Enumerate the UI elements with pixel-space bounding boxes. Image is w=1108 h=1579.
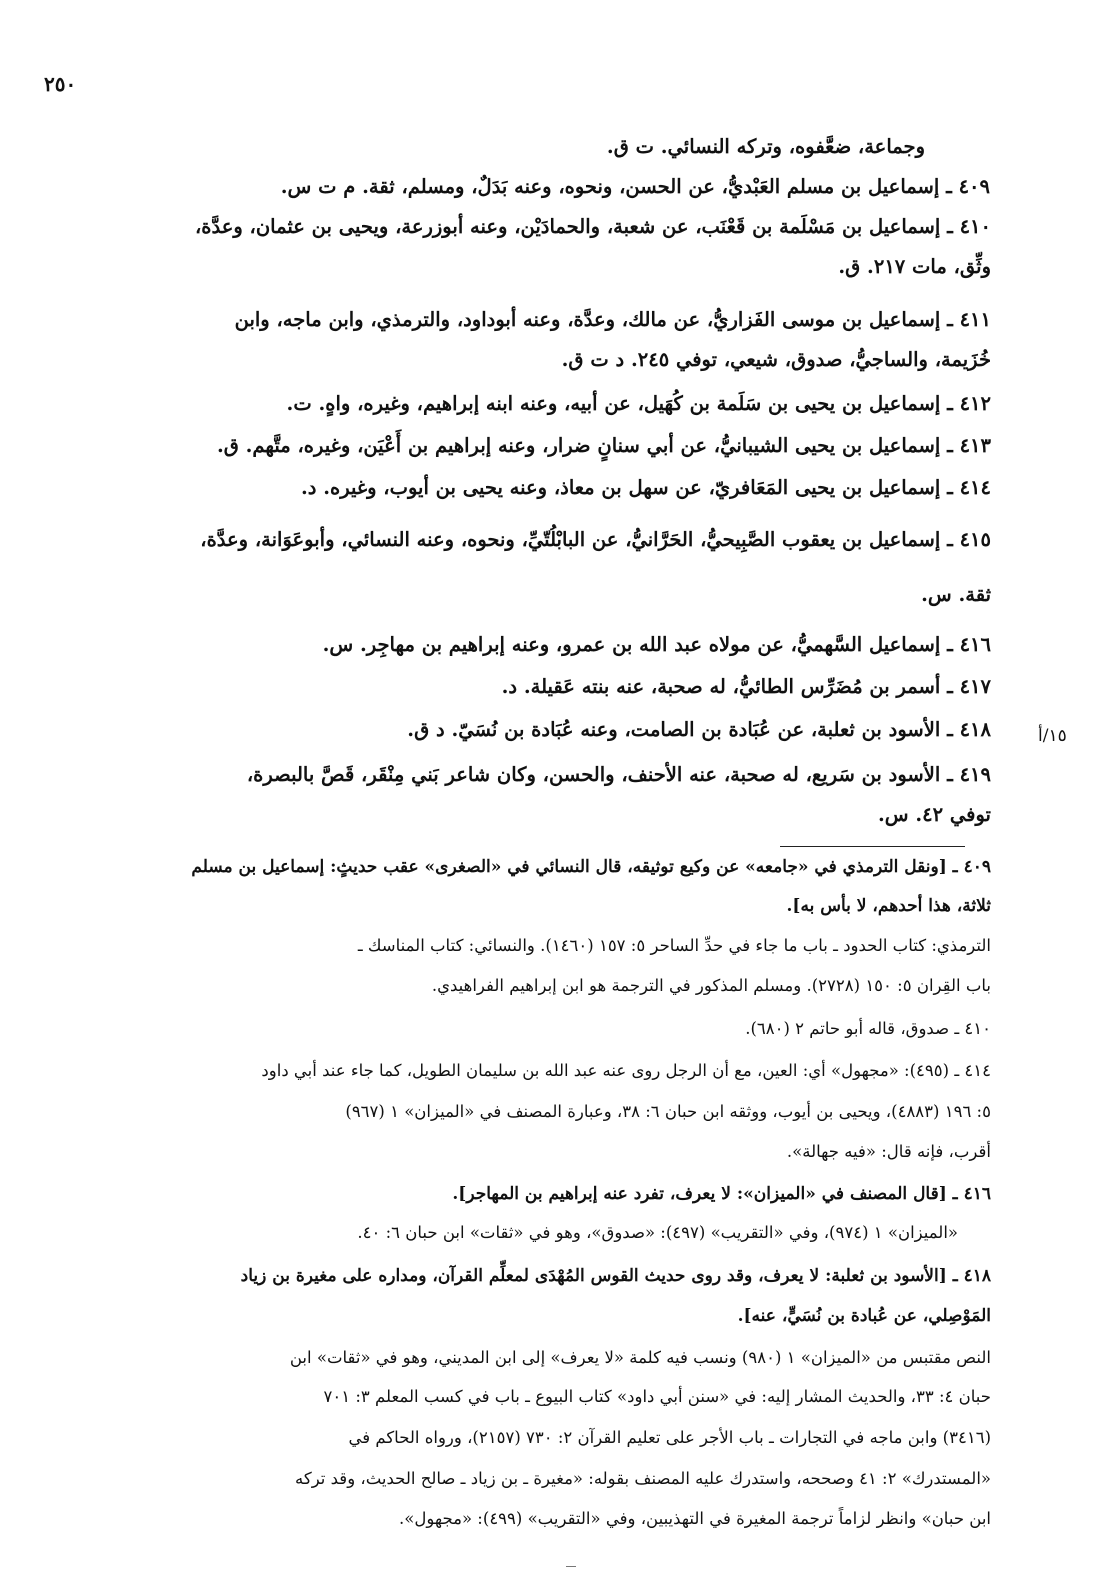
entry-line: ٤١٦ ـ إسماعيل السَّهميُّ، عن مولاه عبد الله بن عمرو، وعنه إبراهيم بن مهاجِر. س. — [322, 633, 991, 656]
entry-line: ٤١٩ ـ الأسود بن سَريع، له صحبة، عنه الأحنف، والحسن، وكان شاعر بَني مِنْقَر، قَصَّ بالبصرة، — [246, 763, 991, 786]
footnote-line: «المستدرك» ٢: ٤١ وصححه، واستدرك عليه المصنف بقوله: «مغيرة ـ بن زياد ـ صالح الحديث، وقد تركه — [295, 1469, 991, 1488]
footnote-line: (٣٤١٦) وابن ماجه في التجارات ـ باب الأجر على تعليم القرآن ٢: ٧٣٠ (٢١٥٧)، ورواه الحاكم في — [348, 1428, 991, 1447]
footnote-line: ٤٠٩ ـ [ونقل الترمذي في «جامعه» عن وكيع توثيقه، قال النسائي في «الصغرى» عقب حديثٍ: إسماعيل بن مسلم — [191, 857, 991, 877]
footnote-line: «الميزان» ١ (٩٧٤)، وفي «التقريب» (٤٩٧): «صدوق»، وهو في «ثقات» ابن حبان ٦: ٤٠. — [357, 1223, 958, 1242]
page-number: ٢٥٠ — [44, 72, 77, 96]
entry-line: ٤١٠ ـ إسماعيل بن مَسْلَمة بن قَعْنَب، عن شعبة، والحمادَيْن، وعنه أبوزرعة، ويحيى بن عثمان، وعدَّة، — [194, 215, 991, 238]
footnote-line: ٤١٠ ـ صدوق، قاله أبو حاتم ٢ (٦٨٠). — [745, 1019, 991, 1038]
bottom-mark — [566, 1566, 576, 1567]
footnote-line: أقرب، فإنه قال: «فيه جهالة». — [786, 1142, 991, 1161]
entry-line: ٤١٣ ـ إسماعيل بن يحيى الشيبانيُّ، عن أبي سنانٍ ضرار، وعنه إبراهيم بن أَعْيَن، وغيره، متَّهم. ق. — [216, 434, 991, 457]
entry-line: وجماعة، ضعَّفوه، وتركه النسائي. ت ق. — [606, 135, 925, 158]
entry-line: خُزَيمة، والساجيُّ، صدوق، شيعي، توفي ٢٤٥. د ت ق. — [561, 348, 991, 371]
entry-line: ٤١٨ ـ الأسود بن ثعلبة، عن عُبَادة بن الصامت، وعنه عُبَادة بن نُسَيّ. د ق. — [407, 718, 991, 741]
entry-line: ٤١٥ ـ إسماعيل بن يعقوب الصَّبِيحيُّ، الحَرَّانيُّ، عن البابْلُتّيِّ، ونحوه، وعنه النسائي، وأبوعَوَانة، وعدَّة، — [200, 528, 991, 551]
footnote-line: حبان ٤: ٣٣، والحديث المشار إليه: في «سنن أبي داود» كتاب البيوع ـ باب في كسب المعلم ٣: ٧٠١ — [323, 1387, 991, 1406]
footnote-line: ثلاثة، هذا أحدهم، لا بأس به]. — [786, 896, 991, 916]
footnote-line: ٤١٤ ـ (٤٩٥): «مجهول» أي: العين، مع أن الرجل روى عنه عبد الله بن سليمان الطويل، كما جاء عند أبي داود — [261, 1061, 991, 1080]
footnote-line: النص مقتبس من «الميزان» ١ (٩٨٠) ونسب فيه كلمة «لا يعرف» إلى ابن المديني، وهو في «ثقات» ابن — [289, 1348, 991, 1367]
footnote-line: المَوْصِلي، عن عُبادة بن نُسَيٍّ، عنه]. — [737, 1306, 991, 1326]
entry-line: ٤١٤ ـ إسماعيل بن يحيى المَعَافريّ، عن سهل بن معاذ، وعنه يحيى بن أيوب، وغيره. د. — [300, 476, 991, 499]
entry-line: ثقة. س. — [921, 583, 991, 606]
footnote-separator — [780, 846, 965, 847]
entry-line: ٤٠٩ ـ إسماعيل بن مسلم العَبْديُّ، عن الحسن، ونحوه، وعنه بَدَلٌ، ومسلم، ثقة. م ت س. — [280, 175, 990, 198]
footnote-line: ٤١٦ ـ [قال المصنف في «الميزان»: لا يعرف، تفرد عنه إبراهيم بن المهاجر]. — [452, 1184, 991, 1204]
entry-line: ٤١٢ ـ إسماعيل بن يحيى بن سَلَمة بن كُهَيل، عن أبيه، وعنه ابنه إبراهيم، وغيره، واهٍ. ت. — [286, 392, 991, 415]
footnote-line: ٥: ١٩٦ (٤٨٨٣)، ويحيى بن أيوب، ووثقه ابن حبان ٦: ٣٨، وعبارة المصنف في «الميزان» ١ (٩٦٧) — [345, 1102, 991, 1121]
entry-line: ٤١٧ ـ أسمر بن مُضَرِّس الطائيُّ، له صحبة، عنه بنته عَقيلة. د. — [501, 675, 991, 698]
entry-line: توفي ٤٢. س. — [878, 803, 991, 826]
footnote-line: ٤١٨ ـ [الأسود بن ثعلبة: لا يعرف، وقد روى حديث القوس المُهْدَى لمعلِّم القرآن، ومداره على مغيرة بن زياد — [240, 1266, 991, 1286]
margin-folio-note: ١٥/أ — [1038, 726, 1067, 746]
entry-line: ٤١١ ـ إسماعيل بن موسى الفَزاريُّ، عن مالك، وعدَّة، وعنه أبوداود، والترمذي، وابن ماجه، وابن — [234, 308, 991, 331]
footnote-line: ابن حبان» وانظر لزاماً ترجمة المغيرة في التهذيبين، وفي «التقريب» (٤٩٩): «مجهول». — [399, 1509, 991, 1528]
footnote-line: الترمذي: كتاب الحدود ـ باب ما جاء في حدِّ الساحر ٥: ١٥٧ (١٤٦٠). والنسائي: كتاب المناسك ـ — [357, 936, 991, 955]
footnote-line: باب القِران ٥: ١٥٠ (٢٧٢٨). ومسلم المذكور في الترجمة هو ابن إبراهيم الفراهيدي. — [431, 976, 991, 995]
entry-line: وثِّق، مات ٢١٧. ق. — [838, 255, 991, 278]
